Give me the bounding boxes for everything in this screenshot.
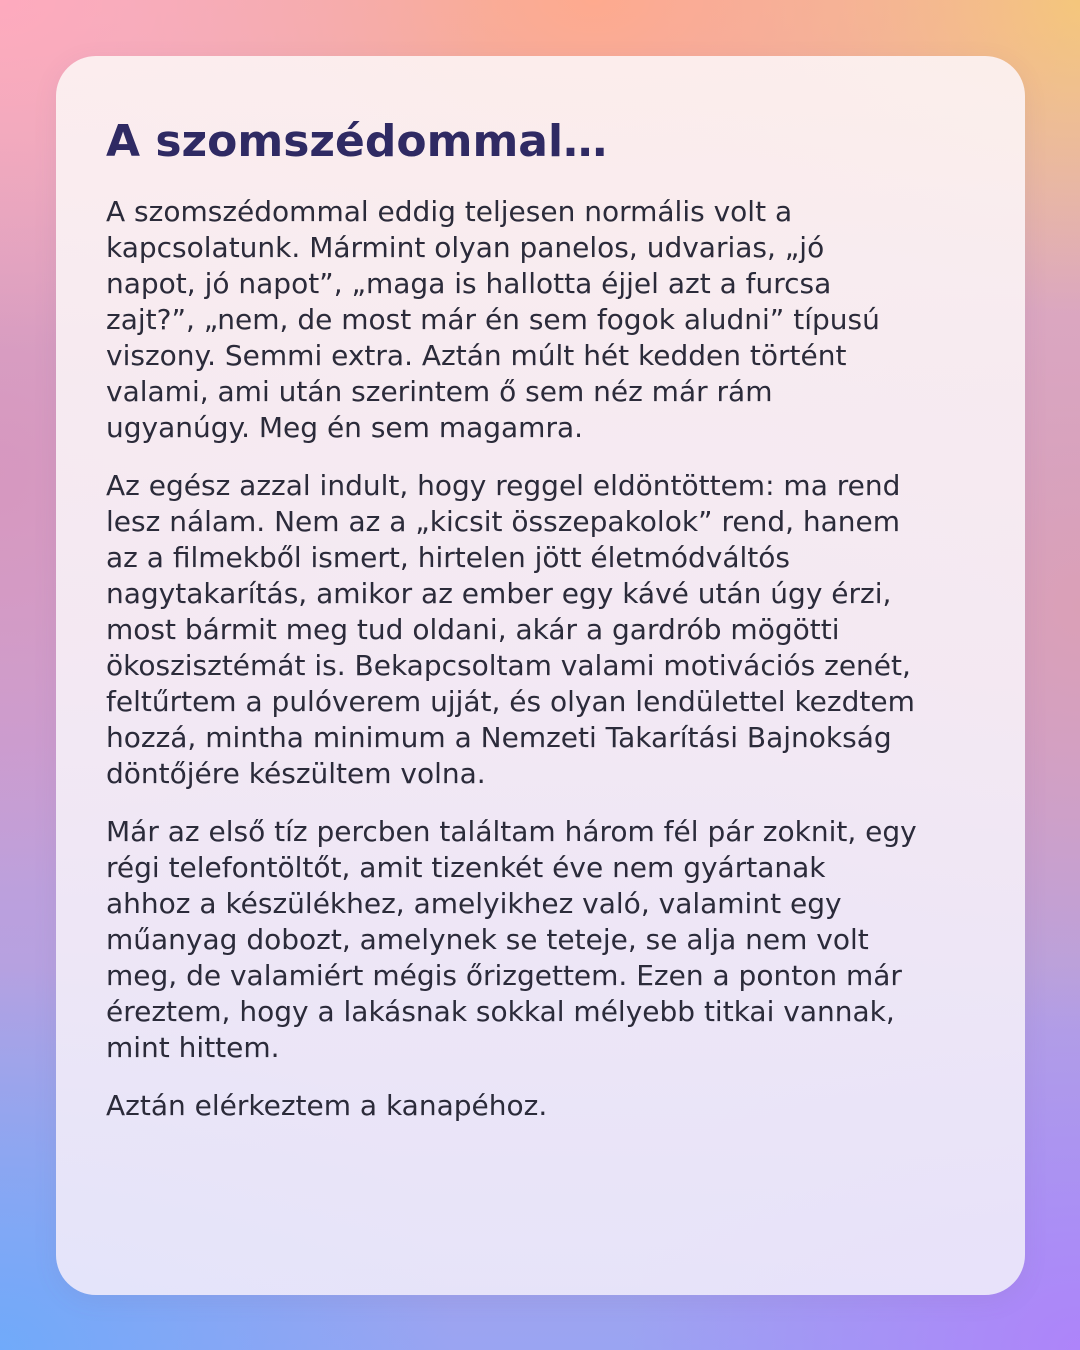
- story-paragraph-4: Aztán elérkeztem a kanapéhoz.: [106, 1089, 548, 1122]
- story-title: A szomszédommal…: [106, 116, 608, 167]
- story-paragraph-3: Már az első tíz percben találtam három fél pár zoknit, egy régi telefontöltőt, amit tizenkét éve nem gyártanak ahhoz a készülékhez, amelyikhez való, valamint egy műanyag dobozt, amelynek se teteje, se alja nem volt meg, de valamiért mégis őrizgettem. Ezen a ponton már éreztem, hogy a lakásnak sokkal mélyebb titkai vannak, mint hittem.: [106, 815, 917, 1064]
- story-paragraph-1: A szomszédommal eddig teljesen normális volt a kapcsolatunk. Mármint olyan panelos, udvarias, „jó napot, jó napot”, „maga is hallotta éjjel azt a furcsa zajt?”, „nem, de most már én sem fogok aludni” típusú viszony. Semmi extra. Aztán múlt hét kedden történt valami, ami után szerintem ő sem néz már rám ugyanúgy. Meg én sem magamra.: [106, 195, 880, 444]
- story-paragraph-2: Az egész azzal indult, hogy reggel eldöntöttem: ma rend lesz nálam. Nem az a „kicsit összepakolok” rend, hanem az a filmekből ismert, hirtelen jött életmódváltós nagytakarítás, amikor az ember egy kávé után úgy érzi, most bármit meg tud oldani, akár a gardrób mögötti ökoszisztémát is. Bekapcsoltam valami motivációs zenét, feltűrtem a pulóverem ujját, és olyan lendülettel kezdtem hozzá, mintha minimum a Nemzeti Takarítási Bajnokság döntőjére készültem volna.: [106, 469, 915, 790]
- story-card: [56, 56, 1025, 1295]
